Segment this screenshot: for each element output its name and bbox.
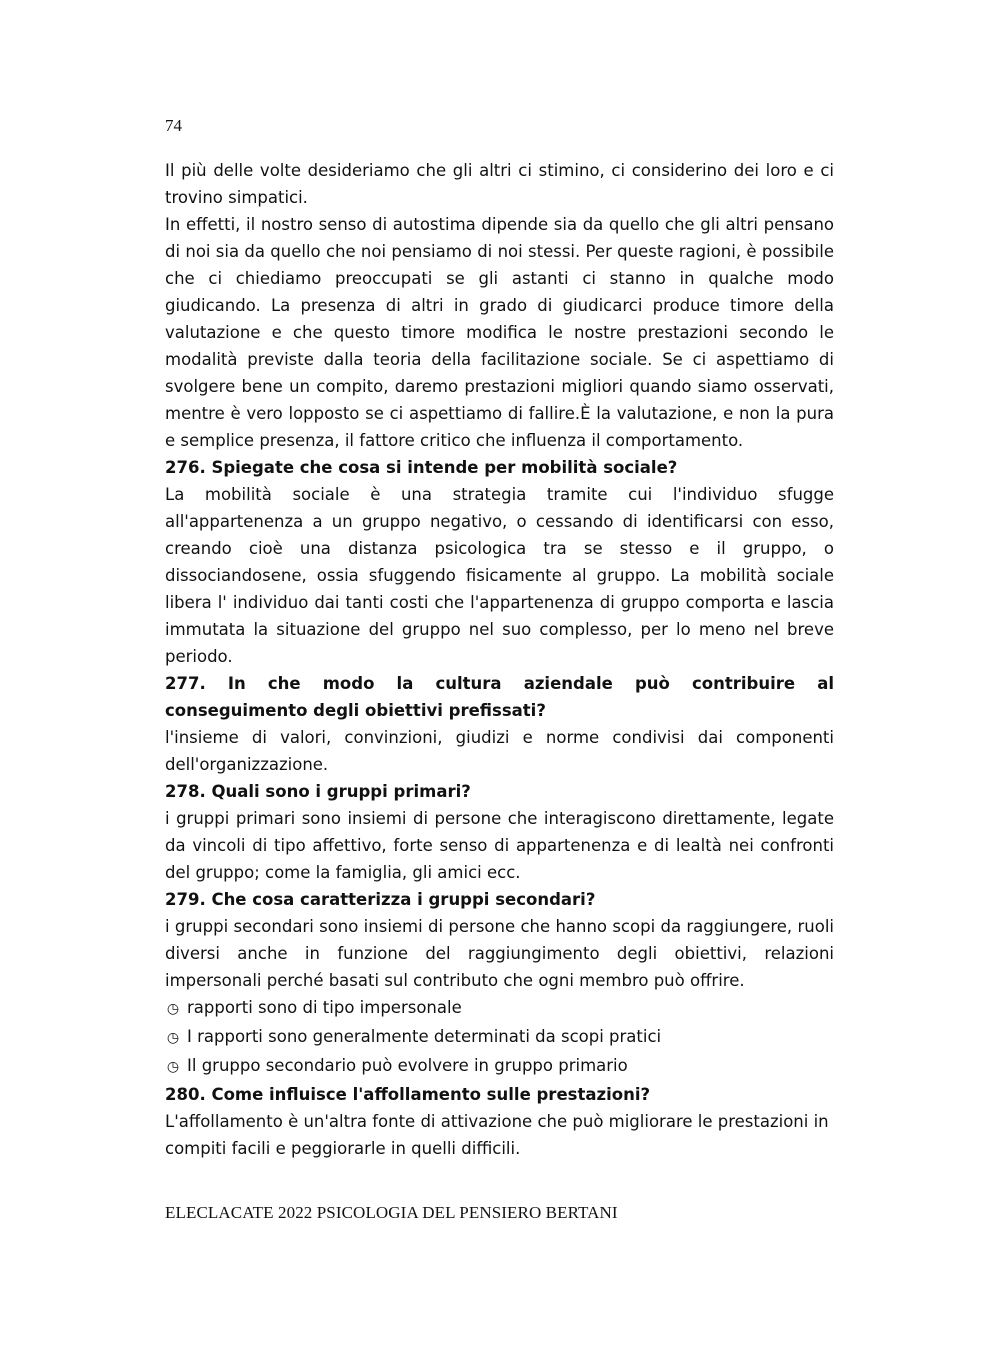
bullet-item <box>165 994 834 1023</box>
page-body <box>165 157 834 1162</box>
clock-icon: ◷ <box>166 1001 180 1017</box>
bullet-item <box>165 1023 834 1052</box>
bullet-text: Il gruppo secondario può evolvere in gruppo primario <box>187 1056 628 1075</box>
answer-277: l'insieme di valori, convinzioni, giudizi e norme condivisi dai componenti dell'organizzazione. <box>165 728 834 774</box>
bullet-text: rapporti sono di tipo impersonale <box>187 998 462 1017</box>
question-278: 278. Quali sono i gruppi primari? <box>165 782 471 801</box>
question-276: 276. Spiegate che cosa si intende per mobilità sociale? <box>165 458 678 477</box>
answer-276: La mobilità sociale è una strategia tramite cui l'individuo sfugge all'appartenenza a un gruppo negativo, o cessando di identificarsi con esso, creando cioè una distanza psicologica tra se stesso e il gruppo, o dissociandosene, ossia sfuggendo fisicamente al gruppo. La mobilità sociale libera l' individuo dai tanti costi che l'appartenenza di gruppo comporta e lascia immutata la situazione del gruppo nel suo complesso, per lo meno nel breve periodo. <box>165 485 834 666</box>
intro-paragraph-2: In effetti, il nostro senso di autostima dipende sia da quello che gli altri pensano di noi sia da quello che noi pensiamo di noi stessi. Per queste ragioni, è possibile che ci chiediamo preoccupati se gli astanti ci stanno in qualche modo giudicando. La presenza di altri in grado di giudicarci produce timore della valutazione e che questo timore modifica le nostre prestazioni secondo le modalità previste dalla teoria della facilitazione sociale. Se ci aspettiamo di svolgere bene un compito, daremo prestazioni migliori quando siamo osservati, mentre è vero lopposto se ci aspettiamo di fallire.È la valutazione, e non la pura e semplice presenza, il fattore critico che influenza il comportamento. <box>165 215 834 450</box>
clock-icon: ◷ <box>166 1030 180 1046</box>
question-277: 277. In che modo la cultura aziendale può contribuire al conseguimento degli obiettivi prefissati? <box>165 674 834 720</box>
question-280: 280. Come influisce l'affollamento sulle prestazioni? <box>165 1085 651 1104</box>
answer-280: L'affollamento è un'altra fonte di attivazione che può migliorare le prestazioni in compiti facili e peggiorarle in quelli difficili. <box>165 1112 829 1158</box>
clock-icon: ◷ <box>166 1059 180 1075</box>
question-279: 279. Che cosa caratterizza i gruppi secondari? <box>165 890 596 909</box>
intro-paragraph-1: Il più delle volte desideriamo che gli altri ci stimino, ci considerino dei loro e ci trovino simpatici. <box>165 161 834 207</box>
answer-279: i gruppi secondari sono insiemi di persone che hanno scopi da raggiungere, ruoli diversi anche in funzione del raggiungimento degli obiettivi, relazioni impersonali perché basati sul contributo che ogni membro può offrire. <box>165 917 834 990</box>
bullet-item <box>165 1052 834 1081</box>
page-number: 74 <box>165 116 182 135</box>
answer-278: i gruppi primari sono insiemi di persone che interagiscono direttamente, legate da vincoli di tipo affettivo, forte senso di appartenenza e di lealtà nei confronti del gruppo; come la famiglia, gli amici ecc. <box>165 809 834 882</box>
page-footer: ELECLACATE 2022 PSICOLOGIA DEL PENSIERO BERTANI <box>165 1203 618 1222</box>
bullet-text: I rapporti sono generalmente determinati da scopi pratici <box>187 1027 662 1046</box>
